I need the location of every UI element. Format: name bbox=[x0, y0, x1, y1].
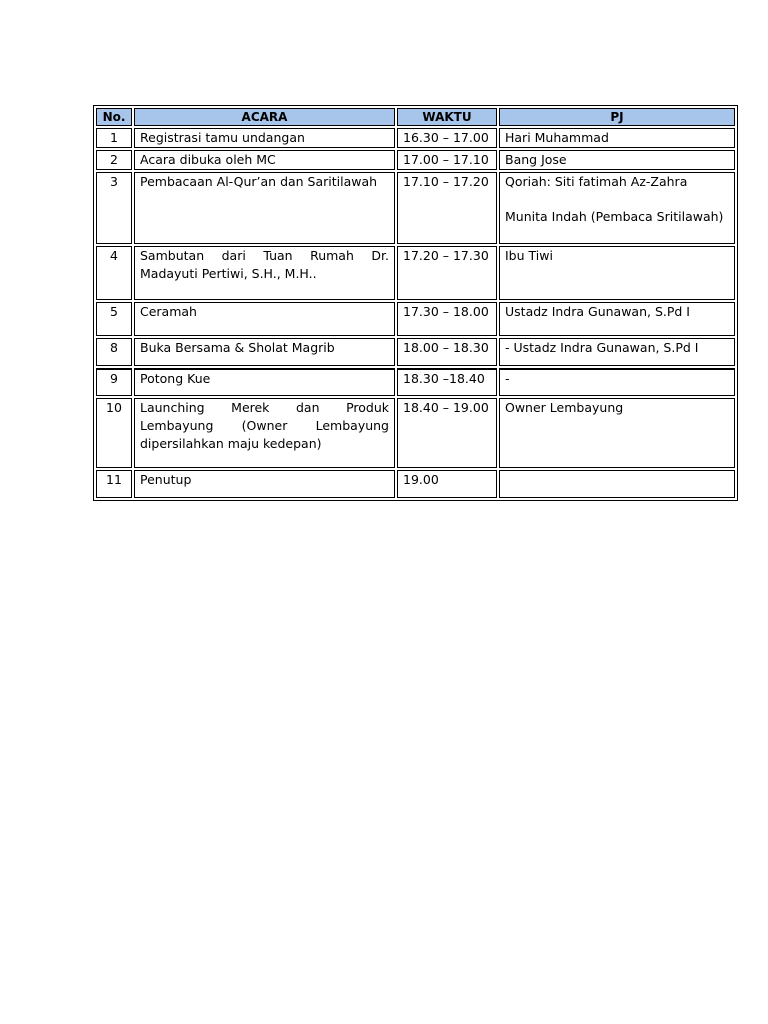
cell-waktu: 17.10 – 17.20 bbox=[397, 172, 497, 244]
cell-acara: Acara dibuka oleh MC bbox=[134, 150, 395, 170]
cell-pj: Ustadz Indra Gunawan, S.Pd I bbox=[499, 302, 735, 336]
table-row bbox=[96, 128, 735, 148]
cell-waktu: 16.30 – 17.00 bbox=[397, 128, 497, 148]
cell-waktu: 17.20 – 17.30 bbox=[397, 246, 497, 300]
cell-pj: Owner Lembayung bbox=[499, 398, 735, 468]
cell-acara: Penutup bbox=[134, 470, 395, 498]
cell-no: 11 bbox=[96, 470, 132, 498]
cell-waktu: 18.30 –18.40 bbox=[397, 368, 497, 396]
cell-acara: Registrasi tamu undangan bbox=[134, 128, 395, 148]
cell-no: 5 bbox=[96, 302, 132, 336]
table-row bbox=[96, 470, 735, 498]
cell-no: 4 bbox=[96, 246, 132, 300]
table-row bbox=[96, 246, 735, 300]
table-row bbox=[96, 302, 735, 336]
cell-pj: - bbox=[499, 368, 735, 396]
cell-no: 3 bbox=[96, 172, 132, 244]
table-row bbox=[96, 172, 735, 244]
table-row bbox=[96, 398, 735, 468]
cell-no: 8 bbox=[96, 338, 132, 366]
table-row bbox=[96, 338, 735, 366]
cell-no: 1 bbox=[96, 128, 132, 148]
cell-waktu: 19.00 bbox=[397, 470, 497, 498]
table-row bbox=[96, 368, 735, 396]
table-row bbox=[96, 150, 735, 170]
cell-waktu: 18.00 – 18.30 bbox=[397, 338, 497, 366]
cell-no: 10 bbox=[96, 398, 132, 468]
cell-pj: Bang Jose bbox=[499, 150, 735, 170]
cell-acara: Ceramah bbox=[134, 302, 395, 336]
cell-waktu: 17.30 – 18.00 bbox=[397, 302, 497, 336]
cell-pj: - Ustadz Indra Gunawan, S.Pd I bbox=[499, 338, 735, 366]
cell-pj bbox=[499, 172, 735, 244]
schedule-table bbox=[93, 105, 738, 501]
table-header-row bbox=[96, 108, 735, 126]
cell-pj: Hari Muhammad bbox=[499, 128, 735, 148]
cell-no: 9 bbox=[96, 368, 132, 396]
pj-line-1: Qoriah: Siti fatimah Az-Zahra bbox=[505, 174, 688, 189]
cell-acara: Potong Kue bbox=[134, 368, 395, 396]
header-acara: ACARA bbox=[134, 108, 395, 126]
cell-acara: Launching Merek dan Produk Lembayung (Owner Lembayung dipersilahkan maju kedepan) bbox=[134, 398, 395, 468]
header-no: No. bbox=[96, 108, 132, 126]
header-waktu: WAKTU bbox=[397, 108, 497, 126]
cell-pj: Ibu Tiwi bbox=[499, 246, 735, 300]
cell-pj bbox=[499, 470, 735, 498]
cell-no: 2 bbox=[96, 150, 132, 170]
cell-acara: Sambutan dari Tuan Rumah Dr. Madayuti Pertiwi, S.H., M.H.. bbox=[134, 246, 395, 300]
pj-line-2: Munita Indah (Pembaca Sritilawah) bbox=[505, 209, 724, 224]
cell-waktu: 17.00 – 17.10 bbox=[397, 150, 497, 170]
cell-waktu: 18.40 – 19.00 bbox=[397, 398, 497, 468]
cell-acara: Pembacaan Al-Qur’an dan Saritilawah bbox=[134, 172, 395, 244]
header-pj: PJ bbox=[499, 108, 735, 126]
cell-acara: Buka Bersama & Sholat Magrib bbox=[134, 338, 395, 366]
